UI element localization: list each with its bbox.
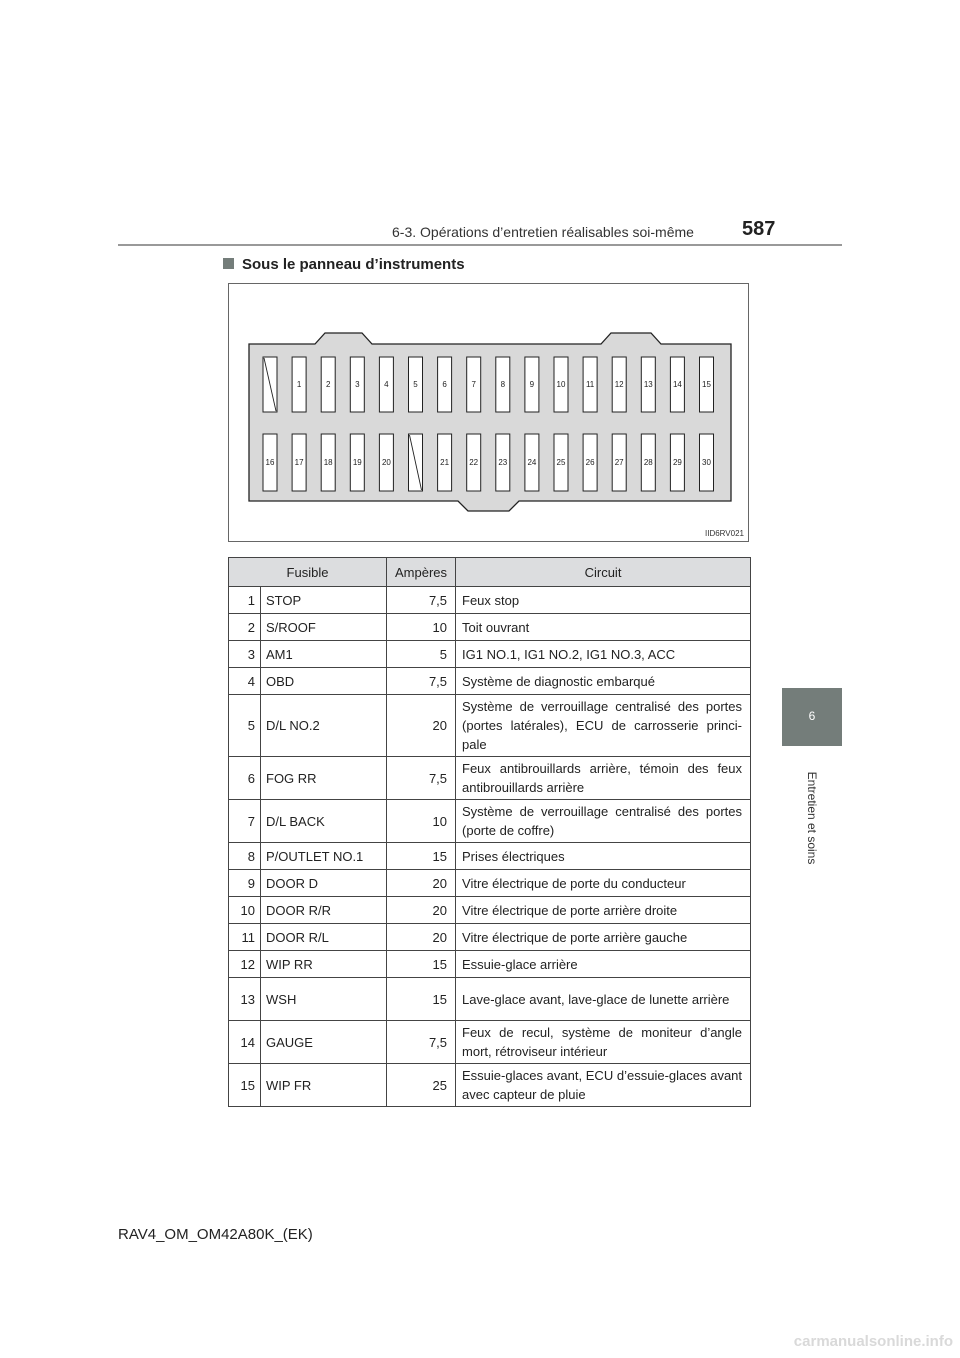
fuse-number-cell: 13 (229, 978, 261, 1021)
fuse-number-label: 7 (471, 380, 476, 389)
column-header-amperes: Ampères (387, 558, 456, 587)
fuse-number-cell: 3 (229, 641, 261, 668)
fuse-number-cell: 10 (229, 897, 261, 924)
fuse-amperes-cell: 20 (387, 870, 456, 897)
table-row (229, 897, 751, 924)
section-heading (223, 256, 465, 273)
fuse-name-cell: D/L NO.2 (261, 695, 387, 757)
fuse-number-label: 9 (529, 380, 535, 389)
fuse-number-label: 13 (643, 380, 653, 389)
fuse-number-label: 20 (381, 458, 391, 467)
table-row (229, 614, 751, 641)
fuse-number-label: 11 (585, 380, 595, 389)
fuse-number-cell: 15 (229, 1064, 261, 1107)
fuse-number-label: 22 (469, 458, 479, 467)
fuse-number-label: 18 (323, 458, 333, 467)
table-row (229, 843, 751, 870)
fuse-amperes-cell: 10 (387, 614, 456, 641)
section-heading-text: Sous le panneau d’instruments (242, 256, 465, 273)
fuse-circuit-cell: Feux stop (456, 587, 751, 614)
chapter-side-label-text: Entretien et soins (805, 771, 819, 865)
fuse-amperes-cell: 20 (387, 897, 456, 924)
table-row (229, 757, 751, 800)
table-row (229, 951, 751, 978)
fuse-number-label: 19 (352, 458, 362, 467)
fuse-name-cell: DOOR D (261, 870, 387, 897)
table-row (229, 800, 751, 843)
fuse-name-cell: WIP FR (261, 1064, 387, 1107)
fuse-number-label: 6 (442, 380, 447, 389)
fuse-name-cell: STOP (261, 587, 387, 614)
fuse-amperes-cell: 15 (387, 843, 456, 870)
header-section-title: 6-3. Opérations d’entretien réalisables soi-même (392, 224, 694, 240)
fuse-number-cell: 9 (229, 870, 261, 897)
fuse-number-label: 29 (672, 458, 682, 467)
footer-document-code: RAV4_OM_OM42A80K_(EK) (118, 1226, 313, 1243)
fuse-number-cell: 2 (229, 614, 261, 641)
page-number: 587 (742, 218, 776, 240)
fuse-circuit-cell: Vitre électrique de porte arrière droite (456, 897, 751, 924)
fuse-number-cell: 5 (229, 695, 261, 757)
fuse-number-label: 16 (265, 458, 275, 467)
fuse-amperes-cell: 7,5 (387, 757, 456, 800)
fuse-name-cell: P/OUTLET NO.1 (261, 843, 387, 870)
fuse-box-figure (228, 283, 749, 542)
fuse-number-label: 10 (556, 380, 566, 389)
fuse-amperes-cell: 25 (387, 1064, 456, 1107)
fuse-circuit-cell: Prises électriques (456, 843, 751, 870)
fuse-table (228, 557, 751, 1107)
fuse-box-diagram (229, 284, 748, 541)
fuse-name-cell: AM1 (261, 641, 387, 668)
fuse-name-cell: OBD (261, 668, 387, 695)
fuse-number-cell: 11 (229, 924, 261, 951)
fuse-circuit-cell: Système de diagnostic embarqué (456, 668, 751, 695)
fuse-number-label: 26 (585, 458, 595, 467)
fuse-circuit-cell: Essuie-glaces avant, ECU d’essuie-glaces avant avec capteur de pluie (456, 1064, 751, 1107)
fuse-circuit-cell: Système de verrouillage centralisé des portes (porte de coffre) (456, 800, 751, 843)
table-row (229, 695, 751, 757)
fuse-circuit-cell: Lave-glace avant, lave-glace de lunette arrière (456, 978, 751, 1021)
table-row (229, 641, 751, 668)
fuse-circuit-cell: Système de verrouillage centralisé des portes (portes latérales), ECU de carrosserie princi-pale (456, 695, 751, 757)
fuse-number-cell: 7 (229, 800, 261, 843)
column-header-fuse: Fusible (229, 558, 387, 587)
figure-code: IID6RV021 (705, 529, 744, 538)
fuse-number-label: 21 (440, 458, 450, 467)
fuse-number-label: 3 (355, 380, 360, 389)
fuse-name-cell: WIP RR (261, 951, 387, 978)
fuse-number-cell: 12 (229, 951, 261, 978)
fuse-number-label: 4 (384, 380, 389, 389)
fuse-number-label: 23 (498, 458, 508, 467)
heading-square-icon (223, 258, 234, 269)
fuse-circuit-cell: Vitre électrique de porte du conducteur (456, 870, 751, 897)
fuse-number-cell: 1 (229, 587, 261, 614)
fuse-amperes-cell: 15 (387, 951, 456, 978)
chapter-tab-number: 6 (808, 709, 816, 723)
fuse-number-label: 8 (500, 380, 506, 389)
fuse-amperes-cell: 7,5 (387, 1021, 456, 1064)
fuse-name-cell: DOOR R/R (261, 897, 387, 924)
fuse-number-cell: 4 (229, 668, 261, 695)
fuse-circuit-cell: Vitre électrique de porte arrière gauche (456, 924, 751, 951)
fuse-amperes-cell: 5 (387, 641, 456, 668)
fuse-name-cell: GAUGE (261, 1021, 387, 1064)
header-rule (118, 244, 842, 246)
fuse-amperes-cell: 7,5 (387, 668, 456, 695)
fuse-number-label: 2 (325, 380, 331, 389)
fuse-amperes-cell: 7,5 (387, 587, 456, 614)
fuse-name-cell: D/L BACK (261, 800, 387, 843)
fuse-number-cell: 6 (229, 757, 261, 800)
fuse-amperes-cell: 20 (387, 924, 456, 951)
fuse-number-label: 12 (614, 380, 624, 389)
fuse-number-label: 14 (672, 380, 682, 389)
fuse-amperes-cell: 10 (387, 800, 456, 843)
table-row (229, 924, 751, 951)
fuse-number-label: 24 (527, 458, 537, 467)
table-row (229, 1021, 751, 1064)
fuse-number-label: 17 (294, 458, 304, 467)
watermark: carmanualsonline.info (793, 1333, 953, 1350)
table-row (229, 668, 751, 695)
chapter-side-label (802, 758, 822, 878)
fuse-amperes-cell: 15 (387, 978, 456, 1021)
table-row (229, 870, 751, 897)
column-header-circuit: Circuit (456, 558, 751, 587)
fuse-number-label: 28 (643, 458, 653, 467)
fuse-circuit-cell: Essuie-glace arrière (456, 951, 751, 978)
fuse-number-label: 5 (413, 380, 418, 389)
fuse-name-cell: DOOR R/L (261, 924, 387, 951)
chapter-tab (782, 688, 842, 746)
fuse-number-label: 1 (296, 380, 302, 389)
table-row (229, 1064, 751, 1107)
fuse-name-cell: S/ROOF (261, 614, 387, 641)
fuse-amperes-cell: 20 (387, 695, 456, 757)
fuse-circuit-cell: Feux antibrouillards arrière, témoin des feux antibrouillards arrière (456, 757, 751, 800)
fuse-number-label: 27 (614, 458, 624, 467)
table-row (229, 978, 751, 1021)
table-row (229, 587, 751, 614)
fuse-circuit-cell: IG1 NO.1, IG1 NO.2, IG1 NO.3, ACC (456, 641, 751, 668)
fuse-name-cell: FOG RR (261, 757, 387, 800)
fuse-table-header-row (229, 558, 751, 587)
fuse-circuit-cell: Feux de recul, système de moniteur d’angle mort, rétroviseur intérieur (456, 1021, 751, 1064)
fuse-number-label: 25 (556, 458, 566, 467)
fuse-number-label: 30 (702, 458, 711, 467)
fuse-number-cell: 8 (229, 843, 261, 870)
fuse-name-cell: WSH (261, 978, 387, 1021)
fuse-number-label: 15 (702, 380, 711, 389)
fuse-circuit-cell: Toit ouvrant (456, 614, 751, 641)
fuse-number-cell: 14 (229, 1021, 261, 1064)
